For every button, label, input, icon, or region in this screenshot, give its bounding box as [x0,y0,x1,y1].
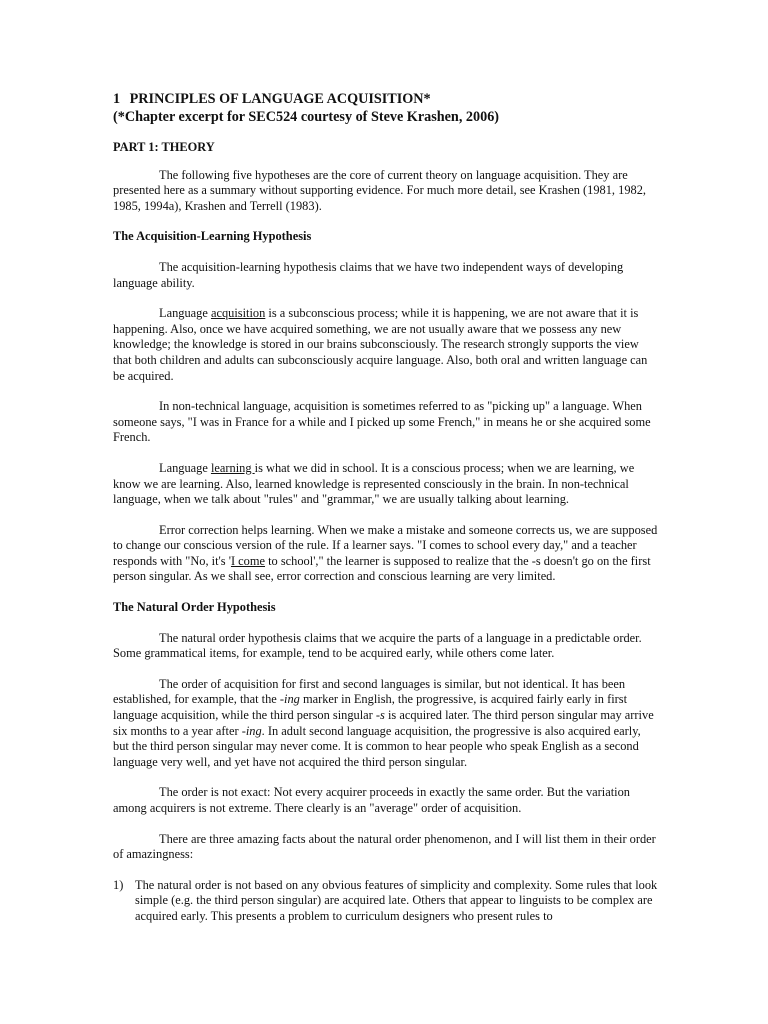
italic-morpheme: -s [375,708,385,723]
paragraph-text: Error correction helps learning. When we make a mistake and someone corrects us, we are supposed to change our conscious version of the rule. If a learner says. "I comes to school every day," and a teacher responds with "No, it's ' [113,522,658,568]
chapter-subtitle: (*Chapter excerpt for SEC524 courtesy of Steve Krashen, 2006) [113,109,500,125]
section-heading-natural-order: The Natural Order Hypothesis [113,600,276,615]
paragraph-text: to school'," the learner is supposed to realize that the -s doesn't go on the first person singular. As we shall see, error correction and conscious learning are very limited. [113,553,651,584]
section-heading-acquisition-learning: The Acquisition-Learning Hypothesis [113,229,312,244]
part-heading: PART 1: THEORY [113,140,215,154]
paragraph-text: Language [159,306,211,321]
paragraph-text: . In adult second language acquisition, the progressive is also acquired early, but the third person singular may never come. It is common to hear people who speak English as a second language very well, and yet have not acquired the third person singular. [113,723,641,769]
term-learning: learning [210,460,255,475]
chapter-title [113,90,658,108]
list-item-number: 1) [113,877,124,892]
paragraph-text: is a subconscious process; while it is happening, we are not aware that it is happening. Also, once we have acquired something, we are not usually aware that we possess any new knowledge; the knowledge is stored in our brains subconsciously. The research strongly supports the view that both children and adults can subconsciously acquire language. Also, both oral and written language can be acquired. [113,306,648,383]
natural-order-paragraph-4: There are three amazing facts about the natural order phenomenon, and I will list them in their order of amazingness: [113,831,656,862]
paragraph-text: marker in English, the progressive, is acquired fairly early in first language acquisition, while the third person singular [113,692,628,723]
italic-morpheme: -ing [241,723,262,738]
chapter-title-text: PRINCIPLES OF LANGUAGE ACQUISITION* [129,91,431,107]
acquisition-learning-paragraph-2 [113,306,658,384]
paragraph-text: is what we did in school. It is a conscious process; when we are learning, we know we are learning. Also, learned knowledge is represented consciously in the brain. In non-technical language, when we talk about "rules" and "grammar," we are usually talking about learning. [113,460,635,507]
underlined-phrase: I come [230,553,266,568]
natural-order-paragraph-2 [113,677,658,771]
italic-morpheme: -ing [279,692,300,707]
intro-paragraph: The following five hypotheses are the core of current theory on language acquisition. They are presented here as a summary without supporting evidence. For much more detail, see Krashen (1981, 1982, 1985, 1994a), Krashen and Terrell (1983). [113,167,646,213]
chapter-number: 1 [113,91,121,107]
acquisition-learning-paragraph-4 [113,461,658,508]
acquisition-learning-paragraph-5 [113,523,658,585]
paragraph-text: Language [159,460,211,475]
term-acquisition: acquisition [210,306,266,321]
list-item [113,878,658,925]
paragraph-text: The order of acquisition for first and second languages is similar, but not identical. It has been established, for example, that the [113,676,626,707]
natural-order-paragraph-1: The natural order hypothesis claims that we acquire the parts of a language in a predictable order. Some grammatical items, for example, tend to be acquired early, while others come later. [113,630,642,661]
natural-order-paragraph-3: The order is not exact: Not every acquirer proceeds in exactly the same order. But the variation among acquirers is not extreme. There clearly is an "average" order of acquisition. [113,785,631,815]
list-item-text: The natural order is not based on any obvious features of simplicity and complexity. Some rules that look simple (e.g. the third person singular) are acquired late. Others that appear to linguists to be complex are acquired early. This presents a problem to curriculum designers who present rules to [135,877,658,923]
acquisition-learning-paragraph-3: In non-technical language, acquisition is sometimes referred to as "picking up" a language. When someone says, "I was in France for a while and I picked up some French," in means he or she acquired some French. [113,399,651,445]
paragraph-text: is acquired later. The third person singular may arrive six months to a year after [113,708,654,738]
acquisition-learning-paragraph-1: The acquisition-learning hypothesis claims that we have two independent ways of developing language ability. [113,259,624,290]
